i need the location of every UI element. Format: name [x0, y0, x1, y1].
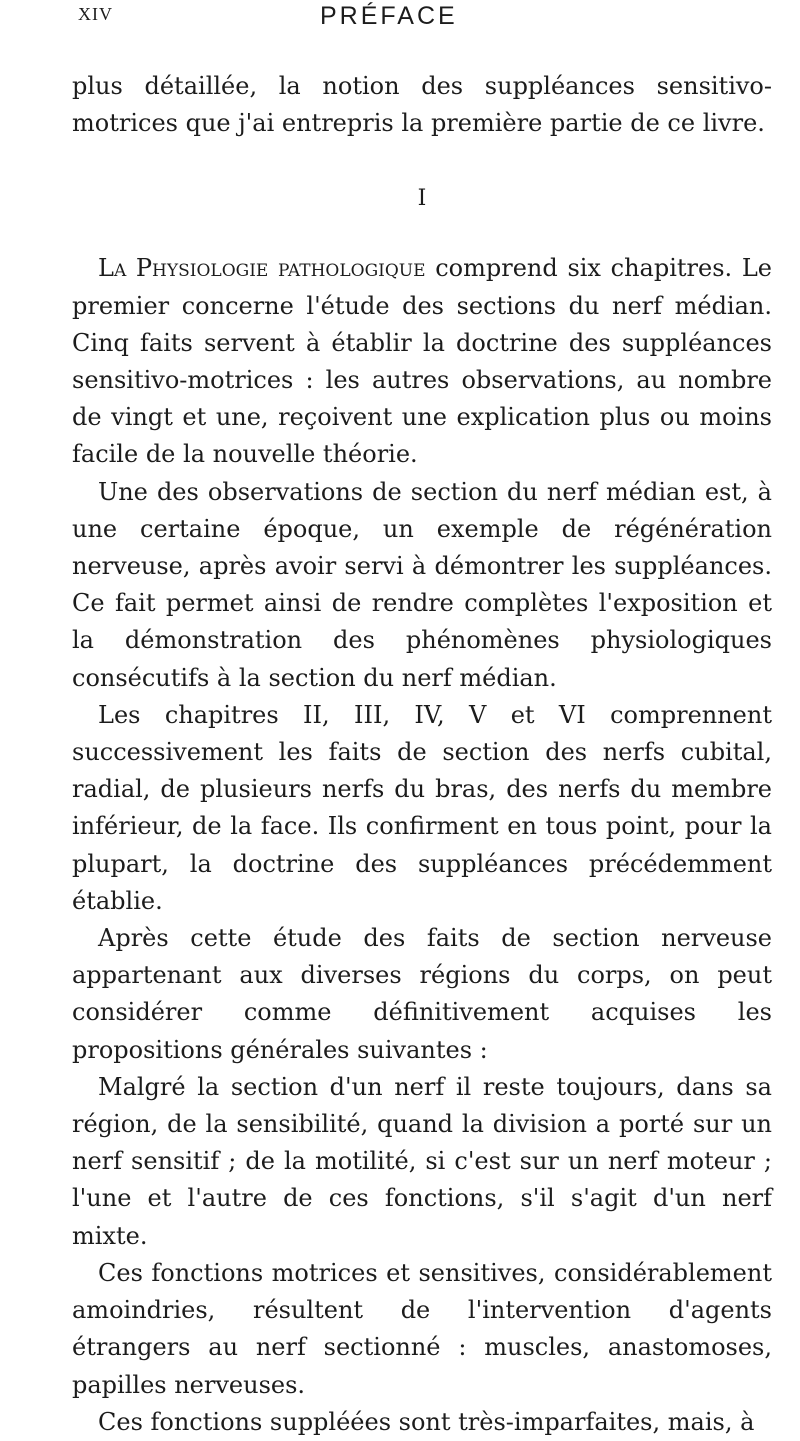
paragraph-1-text: comprend six chapitres. Le premier concerne l'étude des sections du nerf médian. Cinq faits servent à établir la doctrine des suppléances sensitivo-motrices : les autres observations, au nombre de vingt et une, reçoivent une explication plus ou moins facile de la nouvelle théorie. [72, 254, 772, 469]
page-number: XIV [78, 4, 113, 24]
paragraph-2: Une des observations de section du nerf médian est, à une certaine époque, un exemple de régénération nerveuse, après avoir servi à démontrer les suppléances. Ce fait permet ainsi de rendre complètes l'exposition et la démonstration des phénomènes physiologiques consécutifs à la section du nerf médian. [72, 477, 772, 692]
body-text [72, 68, 772, 1441]
paragraph-1 [72, 250, 772, 473]
paragraph-1-lead: La Physiologie pathologique [98, 254, 426, 283]
paragraph-6: Ces fonctions motrices et sensitives, considérablement amoindries, résultent de l'intervention d'agents étrangers au nerf sectionné : muscles, anastomoses, papilles nerveuses. [72, 1258, 772, 1399]
running-head: PRÉFACE [320, 2, 458, 30]
intro-paragraph: plus détaillée, la notion des suppléances sensitivo-motrices que j'ai entrepris la première partie de ce livre. [72, 72, 772, 138]
paragraph-4: Après cette étude des faits de section nerveuse appartenant aux diverses régions du corps, on peut considérer comme définitivement acquises les propositions générales suivantes : [72, 924, 772, 1064]
book-page [72, 0, 772, 1436]
paragraph-7: Ces fonctions suppléées sont très-imparfaites, mais, à [98, 1407, 755, 1436]
paragraph-3: Les chapitres II, III, IV, V et VI comprennent successivement les faits de section des nerfs cubital, radial, de plusieurs nerfs du bras, des nerfs du membre inférieur, de la face. Ils confirment en tous point, pour la plupart, la doctrine des suppléances précédemment établie. [72, 700, 772, 915]
paragraph-5: Malgré la section d'un nerf il reste toujours, dans sa région, de la sensibilité, quand la division a porté sur un nerf sensitif ; de la motilité, si c'est sur un nerf moteur ; l'une et l'autre de ces fonctions, s'il s'agit d'un nerf mixte. [72, 1072, 772, 1250]
section-numeral: I [417, 186, 427, 212]
page-header [72, 0, 772, 56]
